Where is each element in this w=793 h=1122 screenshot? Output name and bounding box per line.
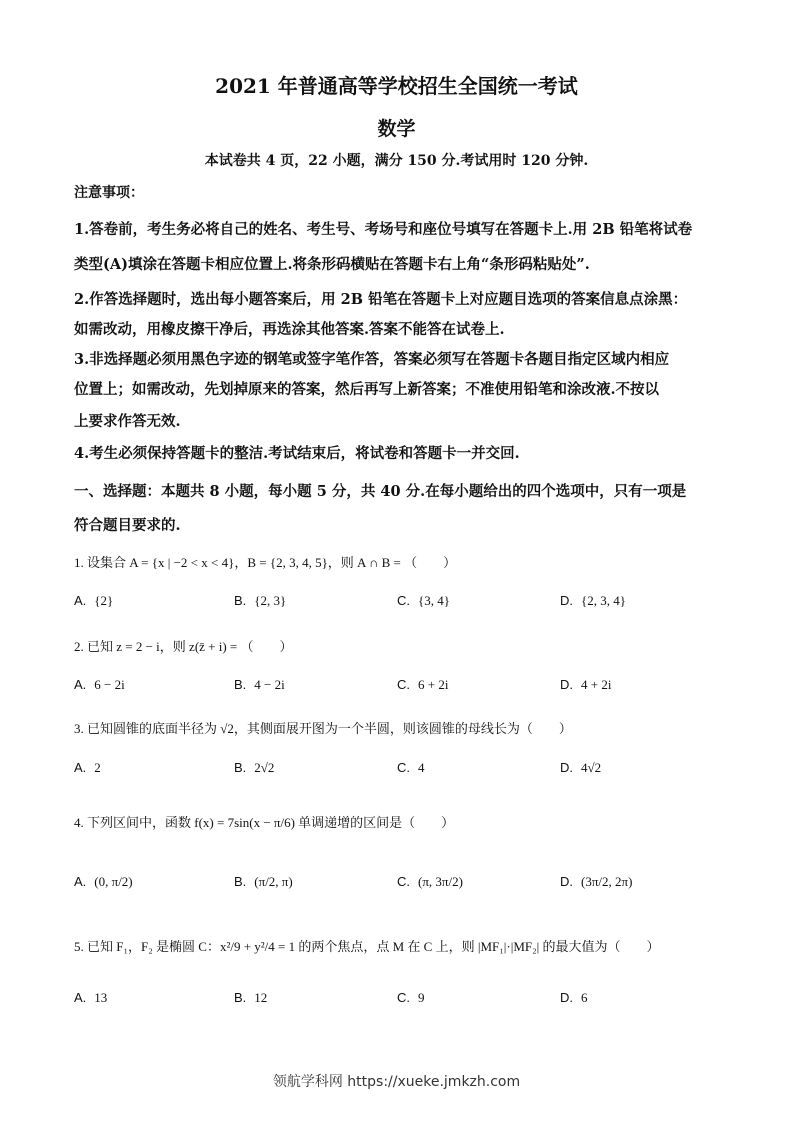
option-d <box>560 990 588 1006</box>
notice-heading: 注意事项： <box>74 185 144 201</box>
notice-line: 如需改动，用橡皮擦干净后，再选涂其他答案.答案不能答在试卷上. <box>74 321 505 338</box>
option-label: C. <box>397 760 410 775</box>
option-label: B. <box>234 593 247 608</box>
option-label: D. <box>560 677 573 692</box>
option-c <box>397 874 463 890</box>
option-d <box>560 874 632 890</box>
option-text: 4 <box>418 760 425 775</box>
notice-line: 2.作答选择题时，选出每小题答案后，用 2B 铅笔在答题卡上对应题目选项的答案信息点涂黑： <box>74 291 688 308</box>
option-d <box>560 677 611 693</box>
option-label: D. <box>560 593 573 608</box>
option-c <box>397 593 450 609</box>
option-text: (π, 3π/2) <box>418 874 463 889</box>
option-label: A. <box>74 677 87 692</box>
notice-line: 4.考生必须保持答题卡的整洁.考试结束后，将试卷和答题卡一并交回. <box>74 445 520 462</box>
option-label: B. <box>234 677 247 692</box>
option-text: 9 <box>418 990 425 1005</box>
option-b <box>234 677 285 693</box>
question-stem: 2. 已知 z = 2 − i，则 z(z̄ + i) = （ ） <box>74 639 293 654</box>
option-b <box>234 593 286 609</box>
option-a <box>74 677 125 693</box>
question-stem: 4. 下列区间中，函数 f(x) = 7sin(x − π/6) 单调递增的区间是（ ） <box>74 815 455 830</box>
option-text: 6 + 2i <box>418 677 449 692</box>
subject-heading: 数学 <box>377 118 416 140</box>
option-text: 4 − 2i <box>254 677 285 692</box>
footer-watermark: 领航学科网 https://xueke.jmkzh.com <box>272 1074 521 1090</box>
notice-line: 位置上；如需改动，先划掉原来的答案，然后再写上新答案；不准使用铅笔和涂改液.不按以 <box>74 381 660 398</box>
option-label: A. <box>74 593 87 608</box>
option-label: C. <box>397 677 410 692</box>
option-text: {2} <box>94 593 114 608</box>
option-label: D. <box>560 760 573 775</box>
option-label: C. <box>397 990 410 1005</box>
option-label: B. <box>234 760 247 775</box>
option-a <box>74 593 113 609</box>
question-stem: 1. 设集合 A = {x | −2 < x < 4}，B = {2, 3, 4, 5}，则 A ∩ B = （ ） <box>74 555 457 570</box>
option-text: 4 + 2i <box>581 677 612 692</box>
option-text: 6 − 2i <box>94 677 125 692</box>
option-c <box>397 990 425 1006</box>
option-label: C. <box>397 593 410 608</box>
option-b <box>234 760 274 776</box>
notice-line: 类型(A)填涂在答题卡相应位置上.将条形码横贴在答题卡右上角“条形码粘贴处”. <box>74 256 590 273</box>
option-label: B. <box>234 874 247 889</box>
option-a <box>74 990 107 1006</box>
option-label: A. <box>74 990 87 1005</box>
option-label: C. <box>397 874 410 889</box>
option-b <box>234 874 293 890</box>
option-text: (0, π/2) <box>94 874 133 889</box>
option-text: 13 <box>94 990 108 1005</box>
option-text: {3, 4} <box>418 593 450 608</box>
option-text: (π/2, π) <box>254 874 293 889</box>
exam-info: 本试卷共 4 页，22 小题，满分 150 分.考试用时 120 分钟. <box>204 153 589 169</box>
option-text: 12 <box>254 990 268 1005</box>
question-stem: 3. 已知圆锥的底面半径为 √2，其侧面展开图为一个半圆，则该圆锥的母线长为（ ） <box>74 721 572 736</box>
option-b <box>234 990 267 1006</box>
section-heading: 一、选择题：本题共 8 小题，每小题 5 分，共 40 分.在每小题给出的四个选项中，只有一项是 <box>74 483 687 500</box>
option-c <box>397 677 448 693</box>
option-text: {2, 3} <box>254 593 287 608</box>
notice-line: 1.答卷前，考生务必将自己的姓名、考生号、考场号和座位号填写在答题卡上.用 2B 铅笔将试卷 <box>74 221 693 238</box>
option-label: B. <box>234 990 247 1005</box>
option-a <box>74 874 133 890</box>
notice-line: 上要求作答无效. <box>74 413 181 430</box>
option-a <box>74 760 101 776</box>
option-c <box>397 760 425 776</box>
option-text: (3π/2, 2π) <box>581 874 633 889</box>
option-text: {2, 3, 4} <box>581 593 626 608</box>
question-stem: 5. 已知 F₁，F₂ 是椭圆 C：x²/9 + y²/4 = 1 的两个焦点，点 M 在 C 上，则 |MF₁|·|MF₂| 的最大值为（ ） <box>74 939 660 954</box>
option-text: 2 <box>94 760 101 775</box>
option-text: 4√2 <box>581 760 602 775</box>
option-text: 2√2 <box>254 760 275 775</box>
notice-line: 3.非选择题必须用黑色字迹的钢笔或签字笔作答，答案必须写在答题卡各题目指定区域内相应 <box>74 351 670 368</box>
option-label: D. <box>560 990 573 1005</box>
option-label: A. <box>74 760 87 775</box>
option-d <box>560 760 601 776</box>
option-label: D. <box>560 874 573 889</box>
option-text: 6 <box>581 990 588 1005</box>
exam-title: 2021 年普通高等学校招生全国统一考试 <box>215 74 578 98</box>
section-heading: 符合题目要求的. <box>74 517 181 534</box>
option-label: A. <box>74 874 87 889</box>
option-d <box>560 593 626 609</box>
